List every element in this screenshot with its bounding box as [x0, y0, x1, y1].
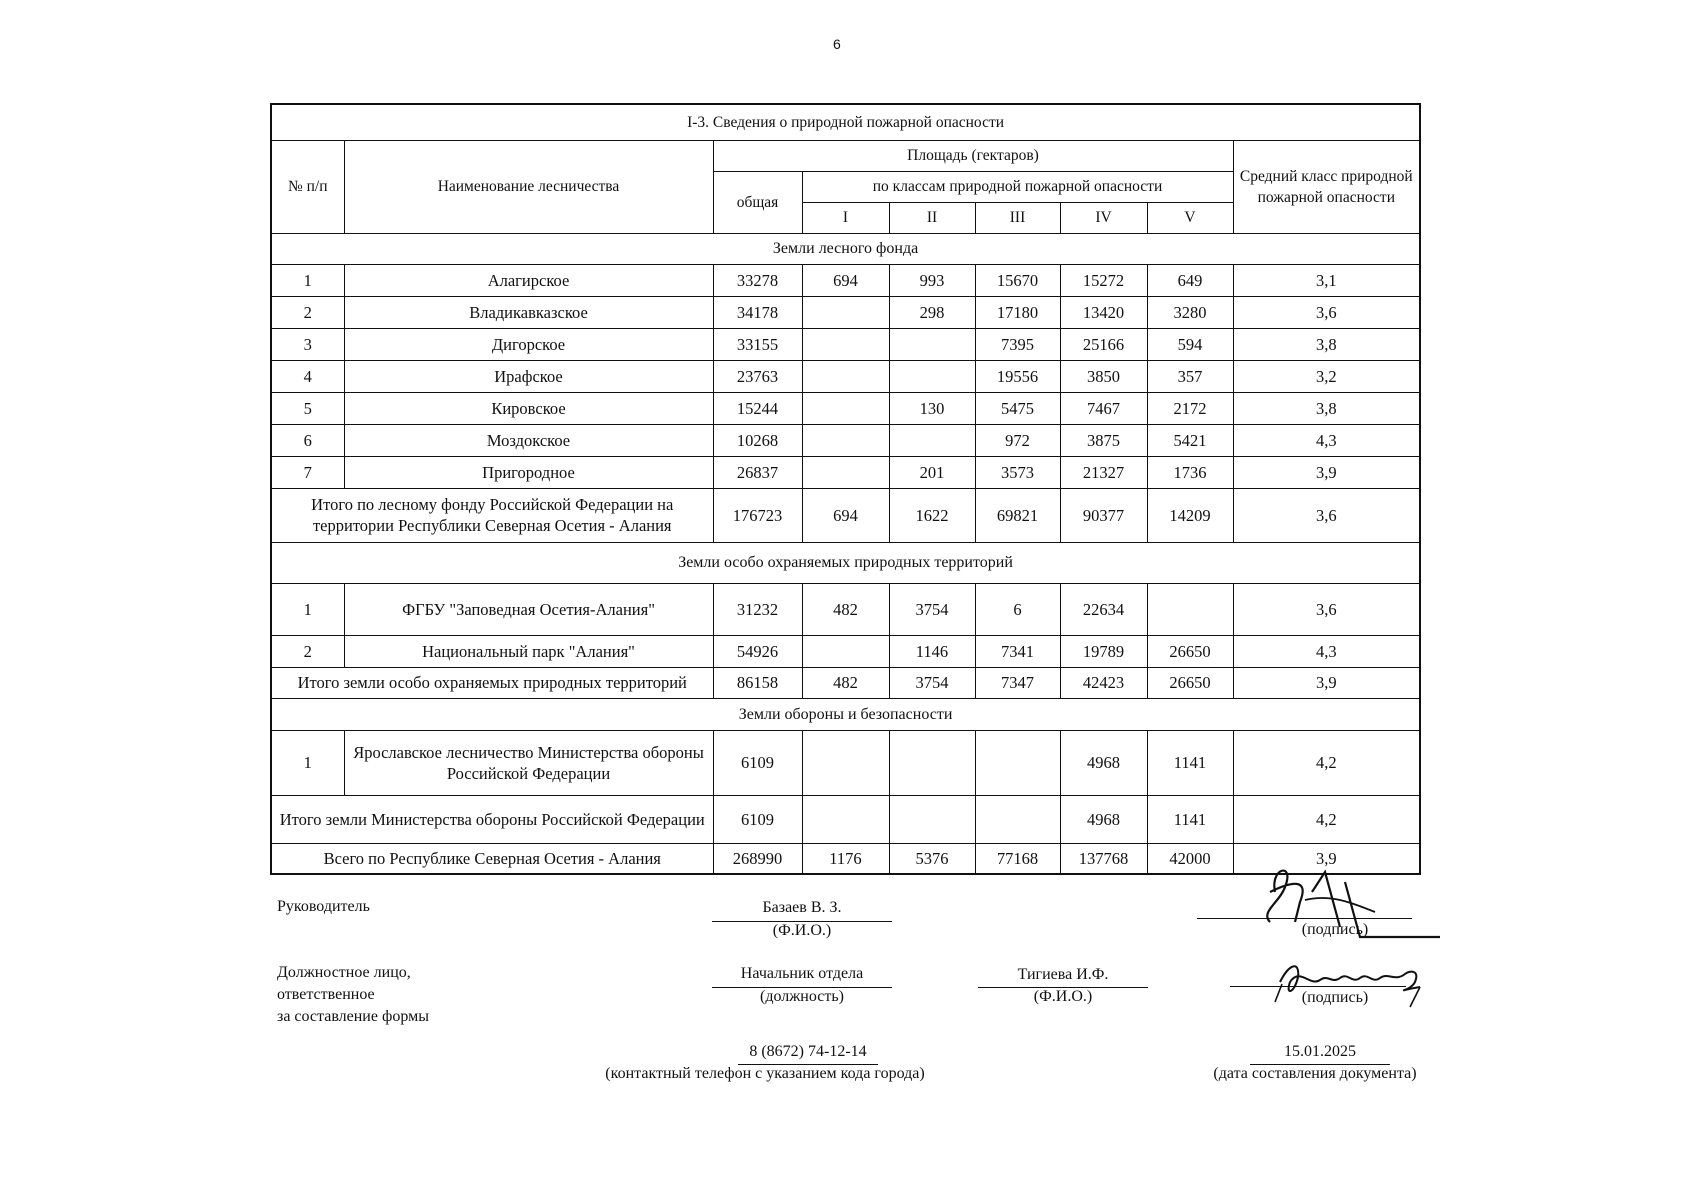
- cell-avg: 3,2: [1233, 360, 1420, 392]
- cell-class-3: 77168: [975, 843, 1060, 874]
- cell-class-2: 993: [889, 264, 975, 296]
- table-row: [271, 328, 1420, 360]
- cell-class-5: 5421: [1147, 424, 1233, 456]
- cell-total: 6109: [713, 795, 802, 843]
- cell-class-4: 3875: [1060, 424, 1147, 456]
- cell-class-1: [802, 424, 889, 456]
- row-num: 5: [271, 392, 344, 424]
- cell-class-1: [802, 635, 889, 667]
- header-total: общая: [713, 171, 802, 233]
- table-row: [271, 583, 1420, 635]
- position-caption: (должность): [760, 988, 844, 1005]
- cell-class-4: 25166: [1060, 328, 1147, 360]
- cell-class-5: 14209: [1147, 488, 1233, 542]
- row-num: 3: [271, 328, 344, 360]
- cell-class-4: 4968: [1060, 730, 1147, 795]
- cell-class-5: 649: [1147, 264, 1233, 296]
- header-class-1: I: [802, 202, 889, 233]
- subtotal-row: [271, 667, 1420, 698]
- grand-total-label: Всего по Республике Северная Осетия - Алания: [271, 843, 713, 874]
- cell-class-2: [889, 795, 975, 843]
- row-num: 2: [271, 296, 344, 328]
- cell-class-5: 594: [1147, 328, 1233, 360]
- cell-total: 26837: [713, 456, 802, 488]
- cell-class-3: 5475: [975, 392, 1060, 424]
- row-name: Ирафское: [344, 360, 713, 392]
- cell-avg: 4,2: [1233, 730, 1420, 795]
- header-avg-class: Средний класс природной пожарной опасности: [1233, 140, 1420, 233]
- section-title: Земли обороны и безопасности: [271, 698, 1420, 730]
- cell-class-1: [802, 456, 889, 488]
- cell-avg: 3,8: [1233, 392, 1420, 424]
- document-date: 15.01.2025: [1284, 1043, 1356, 1060]
- official-position: Начальник отдела: [740, 965, 864, 982]
- cell-avg: 3,9: [1233, 667, 1420, 698]
- cell-class-5: 3280: [1147, 296, 1233, 328]
- cell-class-2: [889, 360, 975, 392]
- official-signature: [1270, 952, 1450, 1012]
- table-row: [271, 264, 1420, 296]
- row-num: 1: [271, 264, 344, 296]
- table-row: [271, 635, 1420, 667]
- row-name: Национальный парк "Алания": [344, 635, 713, 667]
- cell-class-5: 42000: [1147, 843, 1233, 874]
- cell-class-4: 13420: [1060, 296, 1147, 328]
- cell-total: 34178: [713, 296, 802, 328]
- cell-class-3: [975, 795, 1060, 843]
- cell-total: 33278: [713, 264, 802, 296]
- row-name: ФГБУ "Заповедная Осетия-Алания": [344, 583, 713, 635]
- header-class-4: IV: [1060, 202, 1147, 233]
- cell-class-4: 3850: [1060, 360, 1147, 392]
- date-caption: (дата составления документа): [1213, 1065, 1417, 1082]
- cell-class-5: 1141: [1147, 730, 1233, 795]
- table-row: [271, 424, 1420, 456]
- row-num: 6: [271, 424, 344, 456]
- cell-class-4: 137768: [1060, 843, 1147, 874]
- cell-class-3: 15670: [975, 264, 1060, 296]
- cell-class-1: 694: [802, 488, 889, 542]
- cell-class-3: 3573: [975, 456, 1060, 488]
- row-name: Алагирское: [344, 264, 713, 296]
- cell-class-5: 26650: [1147, 635, 1233, 667]
- row-name: Кировское: [344, 392, 713, 424]
- page-number: 6: [833, 36, 841, 52]
- cell-avg: 3,6: [1233, 583, 1420, 635]
- cell-class-1: [802, 730, 889, 795]
- cell-total: 6109: [713, 730, 802, 795]
- row-num: 1: [271, 730, 344, 795]
- header-by-class: по классам природной пожарной опасности: [802, 171, 1233, 202]
- cell-class-3: 69821: [975, 488, 1060, 542]
- cell-class-4: 7467: [1060, 392, 1147, 424]
- row-name: Владикавказское: [344, 296, 713, 328]
- table-title: I-3. Сведения о природной пожарной опасности: [271, 104, 1420, 140]
- cell-class-3: 972: [975, 424, 1060, 456]
- subtotal-row: [271, 488, 1420, 542]
- cell-total: 15244: [713, 392, 802, 424]
- header-name: Наименование лесничества: [344, 140, 713, 233]
- cell-avg: 3,1: [1233, 264, 1420, 296]
- cell-class-4: 42423: [1060, 667, 1147, 698]
- cell-class-4: 15272: [1060, 264, 1147, 296]
- cell-class-4: 22634: [1060, 583, 1147, 635]
- fire-danger-table: [270, 103, 1421, 875]
- cell-class-3: 7395: [975, 328, 1060, 360]
- cell-class-2: 5376: [889, 843, 975, 874]
- section-title: Земли особо охраняемых природных территорий: [271, 542, 1420, 583]
- official-signature-caption: (подпись): [1301, 989, 1369, 1006]
- official-label-2: ответственное: [277, 986, 375, 1003]
- table-row: [271, 360, 1420, 392]
- cell-avg: 3,6: [1233, 488, 1420, 542]
- row-num: 7: [271, 456, 344, 488]
- cell-class-1: [802, 296, 889, 328]
- cell-class-3: 19556: [975, 360, 1060, 392]
- phone: 8 (8672) 74-12-14: [749, 1043, 867, 1060]
- cell-class-3: 17180: [975, 296, 1060, 328]
- header-class-3: III: [975, 202, 1060, 233]
- table-row: [271, 456, 1420, 488]
- cell-class-2: 3754: [889, 667, 975, 698]
- row-num: 1: [271, 583, 344, 635]
- header-class-2: II: [889, 202, 975, 233]
- cell-class-5: [1147, 583, 1233, 635]
- cell-class-1: 694: [802, 264, 889, 296]
- cell-total: 33155: [713, 328, 802, 360]
- cell-avg: 3,9: [1233, 456, 1420, 488]
- subtotal-label: Итого земли Министерства обороны Российской Федерации: [271, 795, 713, 843]
- cell-class-4: 19789: [1060, 635, 1147, 667]
- cell-class-2: 1146: [889, 635, 975, 667]
- phone-caption: (контактный телефон с указанием кода города): [605, 1065, 925, 1082]
- official-label-1: Должностное лицо,: [277, 964, 411, 981]
- header-num: № п/п: [271, 140, 344, 233]
- cell-total: 176723: [713, 488, 802, 542]
- official-name: Тигиева И.Ф.: [1017, 966, 1109, 983]
- official-fio-caption: (Ф.И.О.): [1033, 988, 1093, 1005]
- head-fio-caption: (Ф.И.О.): [772, 922, 832, 939]
- cell-class-3: 6: [975, 583, 1060, 635]
- table-row: [271, 392, 1420, 424]
- cell-class-3: 7341: [975, 635, 1060, 667]
- cell-class-5: 26650: [1147, 667, 1233, 698]
- head-name: Базаев В. З.: [762, 899, 842, 916]
- row-num: 2: [271, 635, 344, 667]
- cell-class-2: [889, 730, 975, 795]
- table-row: [271, 296, 1420, 328]
- cell-class-2: 130: [889, 392, 975, 424]
- header-area: Площадь (гектаров): [713, 140, 1233, 171]
- header-class-5: V: [1147, 202, 1233, 233]
- row-num: 4: [271, 360, 344, 392]
- cell-class-2: 3754: [889, 583, 975, 635]
- row-name: Пригородное: [344, 456, 713, 488]
- cell-class-4: 90377: [1060, 488, 1147, 542]
- cell-total: 86158: [713, 667, 802, 698]
- cell-total: 31232: [713, 583, 802, 635]
- cell-class-4: 21327: [1060, 456, 1147, 488]
- cell-class-3: 7347: [975, 667, 1060, 698]
- official-label-3: за составление формы: [277, 1008, 429, 1025]
- cell-class-1: [802, 392, 889, 424]
- cell-class-2: 201: [889, 456, 975, 488]
- cell-class-1: [802, 360, 889, 392]
- cell-class-2: [889, 424, 975, 456]
- cell-class-2: 298: [889, 296, 975, 328]
- head-signature-caption: (подпись): [1301, 921, 1369, 938]
- cell-class-5: 1141: [1147, 795, 1233, 843]
- cell-class-2: 1622: [889, 488, 975, 542]
- row-name: Ярославское лесничество Министерства обороны Российской Федерации: [344, 730, 713, 795]
- head-signature: [1200, 852, 1460, 942]
- cell-class-1: [802, 328, 889, 360]
- cell-class-1: 1176: [802, 843, 889, 874]
- section-title: Земли лесного фонда: [271, 233, 1420, 264]
- cell-avg: 4,3: [1233, 635, 1420, 667]
- cell-class-5: 357: [1147, 360, 1233, 392]
- row-name: Моздокское: [344, 424, 713, 456]
- cell-class-1: [802, 795, 889, 843]
- cell-total: 10268: [713, 424, 802, 456]
- cell-total: 54926: [713, 635, 802, 667]
- cell-class-4: 4968: [1060, 795, 1147, 843]
- subtotal-label: Итого земли особо охраняемых природных территорий: [271, 667, 713, 698]
- cell-class-5: 1736: [1147, 456, 1233, 488]
- table-row: [271, 730, 1420, 795]
- cell-class-1: 482: [802, 583, 889, 635]
- subtotal-label: Итого по лесному фонду Российской Федерации на территории Республики Северная Осетия - Алания: [271, 488, 713, 542]
- cell-avg: 4,2: [1233, 795, 1420, 843]
- cell-class-1: 482: [802, 667, 889, 698]
- cell-class-5: 2172: [1147, 392, 1233, 424]
- cell-total: 23763: [713, 360, 802, 392]
- cell-class-3: [975, 730, 1060, 795]
- cell-class-2: [889, 328, 975, 360]
- cell-avg: 4,3: [1233, 424, 1420, 456]
- row-name: Дигорское: [344, 328, 713, 360]
- head-label: Руководитель: [277, 898, 370, 915]
- cell-avg: 3,8: [1233, 328, 1420, 360]
- cell-avg: 3,9: [1233, 843, 1420, 874]
- subtotal-row: [271, 795, 1420, 843]
- cell-total: 268990: [713, 843, 802, 874]
- cell-avg: 3,6: [1233, 296, 1420, 328]
